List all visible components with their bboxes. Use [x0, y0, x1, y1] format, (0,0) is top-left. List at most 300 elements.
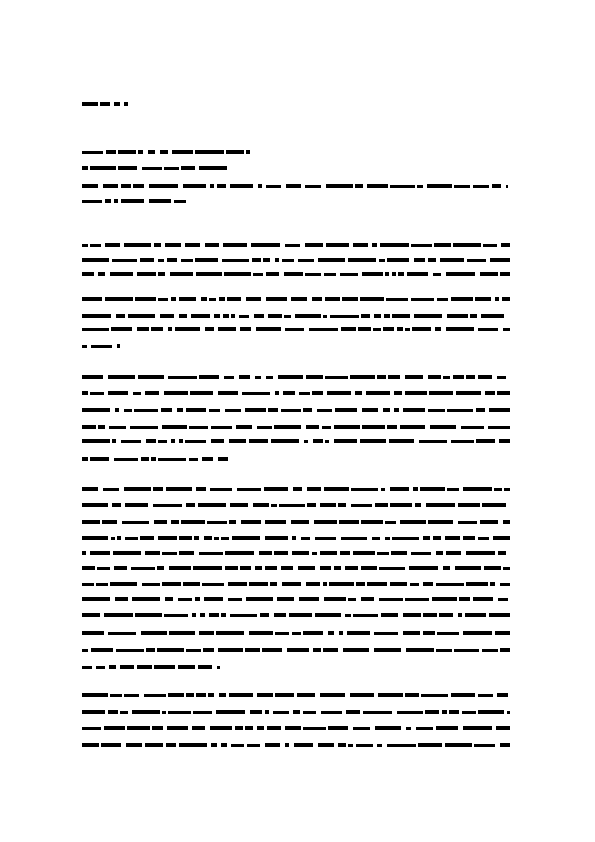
- text-fragment: [183, 184, 206, 188]
- text-fragment: [497, 693, 508, 697]
- text-fragment: [245, 648, 260, 652]
- text-fragment: [235, 726, 243, 730]
- text-fragment: [126, 743, 142, 747]
- text-fragment: [82, 583, 94, 586]
- text-fragment: [262, 648, 282, 652]
- text-fragment: [201, 297, 207, 301]
- text-fragment: [379, 598, 403, 601]
- text-fragment: [436, 583, 464, 586]
- text-fragment: [223, 243, 247, 247]
- text-fragment: [403, 631, 420, 635]
- text-fragment: [406, 648, 434, 652]
- text-fragment: [312, 297, 322, 301]
- text-fragment: [390, 487, 409, 491]
- text-fragment: [142, 583, 160, 586]
- text-fragment: [360, 297, 384, 301]
- text-fragment: [381, 613, 398, 617]
- text-fragment: [185, 243, 200, 247]
- text-fragment: [385, 272, 389, 276]
- text-line: [82, 503, 510, 507]
- text-fragment: [387, 425, 397, 429]
- text-fragment: [419, 440, 447, 443]
- text-fragment: [137, 327, 149, 331]
- text-fragment: [360, 439, 386, 443]
- text-fragment: [203, 648, 214, 652]
- text-fragment: [157, 566, 164, 570]
- text-fragment: [108, 710, 118, 714]
- text-fragment: [154, 520, 167, 524]
- text-fragment: [322, 426, 331, 429]
- text-fragment: [168, 376, 197, 379]
- text-fragment: [483, 244, 497, 247]
- text-fragment: [324, 487, 349, 491]
- text-fragment: [130, 426, 158, 429]
- text-fragment: [320, 551, 337, 555]
- text-fragment: [151, 327, 163, 331]
- text-fragment: [492, 184, 501, 188]
- text-fragment: [110, 582, 137, 586]
- text-line: [82, 726, 510, 730]
- text-line: [82, 487, 510, 491]
- text-fragment: [427, 184, 452, 188]
- text-fragment: [257, 426, 272, 429]
- text-fragment: [293, 710, 300, 714]
- text-fragment: [109, 665, 116, 669]
- text-fragment: [314, 520, 337, 524]
- text-fragment: [410, 583, 419, 586]
- text-fragment: [193, 711, 212, 714]
- text-fragment: [253, 273, 263, 276]
- text-fragment: [98, 425, 105, 429]
- text-fragment: [103, 488, 119, 491]
- text-fragment: [425, 710, 439, 714]
- text-fragment: [154, 665, 175, 669]
- text-fragment: [297, 693, 315, 697]
- text-fragment: [353, 243, 368, 247]
- text-fragment: [409, 566, 438, 570]
- text-fragment: [231, 744, 244, 747]
- text-fragment: [242, 392, 270, 395]
- text-fragment: [307, 503, 316, 507]
- text-fragment: [298, 566, 315, 570]
- text-fragment: [205, 327, 214, 331]
- text-line: [82, 344, 120, 348]
- text-fragment: [239, 315, 249, 318]
- text-fragment: [263, 258, 270, 262]
- text-fragment: [413, 487, 418, 491]
- text-fragment: [478, 537, 489, 540]
- text-fragment: [249, 439, 268, 443]
- text-fragment: [389, 439, 414, 443]
- text-fragment: [350, 375, 375, 379]
- text-fragment: [436, 551, 443, 555]
- text-fragment: [500, 648, 510, 652]
- text-fragment: [341, 537, 367, 540]
- text-fragment: [454, 649, 479, 652]
- text-fragment: [463, 487, 492, 491]
- text-fragment: [440, 258, 464, 262]
- text-fragment: [239, 375, 250, 379]
- text-fragment: [166, 487, 192, 491]
- text-fragment: [275, 632, 289, 635]
- text-fragment: [82, 503, 108, 507]
- text-fragment: [428, 520, 453, 524]
- text-fragment: [405, 391, 427, 395]
- text-fragment: [90, 166, 116, 170]
- text-fragment: [108, 632, 136, 635]
- text-fragment: [502, 297, 510, 301]
- text-fragment: [171, 439, 175, 443]
- text-fragment: [211, 743, 217, 747]
- text-fragment: [186, 408, 206, 412]
- text-fragment: [339, 520, 359, 524]
- text-fragment: [299, 392, 310, 395]
- text-fragment: [103, 184, 118, 188]
- text-fragment: [500, 583, 510, 586]
- text-fragment: [112, 259, 137, 262]
- text-fragment: [168, 711, 191, 714]
- text-fragment: [379, 259, 385, 262]
- text-fragment: [284, 315, 291, 318]
- text-fragment: [247, 744, 260, 747]
- text-fragment: [214, 314, 220, 318]
- text-fragment: [405, 328, 410, 331]
- text-fragment: [133, 392, 141, 395]
- text-fragment: [90, 551, 110, 555]
- text-fragment: [178, 598, 192, 601]
- text-fragment: [282, 582, 301, 586]
- text-fragment: [91, 648, 113, 652]
- text-fragment: [387, 744, 416, 747]
- text-fragment: [230, 503, 248, 507]
- text-fragment: [199, 552, 223, 555]
- text-fragment: [293, 487, 302, 491]
- text-fragment: [217, 666, 220, 669]
- text-fragment: [191, 314, 210, 318]
- text-fragment: [162, 425, 187, 429]
- text-fragment: [377, 375, 386, 379]
- text-fragment: [495, 631, 510, 635]
- text-fragment: [320, 693, 345, 697]
- text-fragment: [124, 694, 139, 697]
- text-fragment: [169, 566, 191, 570]
- text-fragment: [463, 536, 475, 540]
- text-fragment: [158, 272, 165, 276]
- text-fragment: [286, 184, 301, 188]
- text-fragment: [315, 537, 336, 540]
- text-fragment: [361, 314, 370, 318]
- text-fragment: [375, 503, 388, 507]
- text-fragment: [313, 648, 321, 652]
- text-fragment: [164, 391, 188, 395]
- text-fragment: [488, 426, 510, 429]
- text-fragment: [335, 408, 357, 412]
- text-fragment: [189, 458, 198, 461]
- text-fragment: [82, 297, 102, 301]
- text-fragment: [351, 488, 378, 491]
- text-fragment: [278, 375, 303, 379]
- text-fragment: [467, 259, 486, 262]
- text-fragment: [82, 439, 110, 443]
- text-fragment: [494, 488, 502, 491]
- text-fragment: [356, 582, 365, 586]
- text-fragment: [324, 273, 336, 276]
- text-fragment: [327, 391, 351, 395]
- text-fragment: [200, 613, 205, 617]
- text-fragment: [386, 298, 408, 301]
- text-fragment: [221, 613, 226, 617]
- text-fragment: [361, 520, 383, 524]
- text-fragment: [179, 314, 187, 318]
- text-fragment: [168, 693, 184, 697]
- text-fragment: [437, 632, 459, 635]
- text-fragment: [131, 567, 155, 570]
- text-fragment: [304, 440, 308, 443]
- text-line: [82, 439, 510, 443]
- text-fragment: [374, 648, 401, 652]
- text-fragment: [135, 613, 162, 617]
- text-fragment: [306, 425, 319, 429]
- text-fragment: [433, 536, 441, 540]
- text-fragment: [390, 582, 407, 586]
- text-fragment: [121, 199, 144, 203]
- text-fragment: [153, 504, 182, 507]
- text-fragment: [323, 648, 338, 652]
- text-fragment: [346, 710, 360, 714]
- text-fragment: [209, 298, 216, 301]
- text-fragment: [339, 631, 343, 635]
- text-fragment: [145, 743, 163, 747]
- text-fragment: [447, 409, 473, 412]
- text-fragment: [216, 631, 244, 635]
- text-fragment: [484, 566, 501, 570]
- text-fragment: [414, 314, 442, 318]
- text-fragment: [251, 243, 280, 247]
- text-fragment: [226, 150, 244, 154]
- text-fragment: [102, 520, 117, 524]
- text-fragment: [82, 375, 103, 379]
- text-fragment: [266, 272, 279, 276]
- text-fragment: [195, 150, 224, 154]
- text-fragment: [307, 487, 321, 491]
- text-fragment: [162, 552, 177, 555]
- text-fragment: [193, 566, 222, 570]
- text-fragment: [116, 649, 144, 652]
- text-fragment: [373, 328, 381, 331]
- text-fragment: [285, 244, 300, 247]
- text-line: [82, 258, 510, 262]
- text-fragment: [82, 184, 98, 188]
- text-fragment: [482, 503, 506, 507]
- text-fragment: [366, 391, 390, 395]
- text-fragment: [383, 408, 390, 412]
- text-fragment: [490, 582, 495, 586]
- text-fragment: [96, 666, 105, 669]
- text-fragment: [199, 631, 214, 635]
- text-fragment: [127, 726, 150, 730]
- text-fragment: [355, 184, 363, 188]
- text-fragment: [82, 345, 87, 348]
- text-fragment: [117, 536, 121, 540]
- text-fragment: [198, 665, 212, 669]
- text-line: [82, 199, 186, 203]
- text-fragment: [429, 391, 453, 395]
- text-fragment: [146, 648, 155, 652]
- text-fragment: [179, 439, 183, 443]
- text-fragment: [174, 200, 186, 203]
- text-fragment: [279, 504, 305, 507]
- text-fragment: [230, 614, 257, 617]
- text-fragment: [391, 551, 407, 555]
- text-fragment: [124, 487, 151, 491]
- text-line: [82, 408, 510, 412]
- text-fragment: [426, 503, 455, 507]
- text-fragment: [271, 504, 277, 507]
- text-fragment: [281, 409, 301, 412]
- text-fragment: [353, 727, 370, 730]
- text-fragment: [82, 272, 94, 276]
- text-fragment: [194, 536, 199, 540]
- text-fragment: [218, 327, 236, 331]
- text-fragment: [110, 694, 122, 697]
- text-fragment: [377, 744, 382, 747]
- text-fragment: [285, 743, 289, 747]
- text-fragment: [229, 520, 236, 524]
- text-fragment: [379, 567, 405, 570]
- text-fragment: [230, 184, 253, 188]
- text-fragment: [405, 693, 419, 697]
- text-fragment: [282, 259, 294, 262]
- text-fragment: [474, 744, 495, 747]
- text-fragment: [284, 272, 303, 276]
- text-fragment: [489, 613, 510, 617]
- text-fragment: [412, 327, 431, 331]
- text-fragment: [476, 439, 495, 443]
- text-fragment: [82, 328, 109, 331]
- text-fragment: [403, 613, 421, 617]
- text-fragment: [91, 345, 112, 348]
- text-fragment: [268, 408, 278, 412]
- text-fragment: [334, 425, 360, 429]
- text-fragment: [392, 272, 396, 276]
- text-fragment: [82, 727, 101, 730]
- text-fragment: [82, 487, 98, 491]
- text-fragment: [503, 328, 510, 331]
- text-fragment: [101, 743, 121, 747]
- text-fragment: [362, 408, 378, 412]
- text-fragment: [168, 327, 172, 331]
- text-fragment: [362, 425, 385, 429]
- text-fragment: [443, 566, 450, 570]
- text-fragment: [478, 710, 504, 714]
- text-fragment: [151, 457, 156, 461]
- text-fragment: [245, 726, 253, 730]
- text-fragment: [318, 258, 345, 262]
- text-fragment: [275, 693, 294, 697]
- text-fragment: [305, 243, 323, 247]
- text-fragment: [229, 693, 253, 697]
- text-fragment: [340, 551, 350, 555]
- text-fragment: [466, 375, 475, 379]
- text-line: [82, 297, 510, 301]
- text-fragment: [473, 185, 489, 188]
- text-fragment: [451, 297, 473, 301]
- text-line: [82, 166, 228, 170]
- text-fragment: [134, 409, 158, 412]
- text-fragment: [160, 150, 168, 154]
- text-line: [82, 184, 508, 188]
- text-fragment: [208, 693, 214, 697]
- text-fragment: [152, 726, 163, 730]
- text-fragment: [271, 439, 299, 443]
- text-fragment: [204, 597, 223, 601]
- text-fragment: [228, 582, 247, 586]
- text-fragment: [273, 711, 289, 714]
- text-fragment: [216, 710, 245, 714]
- text-fragment: [232, 536, 260, 540]
- text-fragment: [345, 566, 358, 570]
- text-fragment: [186, 649, 201, 652]
- text-fragment: [449, 710, 459, 714]
- text-fragment: [385, 521, 396, 524]
- text-fragment: [466, 551, 495, 555]
- text-fragment: [489, 408, 510, 412]
- text-fragment: [114, 458, 138, 461]
- text-fragment: [400, 520, 426, 524]
- text-fragment: [446, 272, 475, 276]
- text-fragment: [481, 314, 504, 318]
- text-fragment: [421, 694, 448, 697]
- text-fragment: [392, 314, 410, 318]
- text-fragment: [132, 597, 160, 601]
- text-fragment: [498, 551, 506, 555]
- text-fragment: [503, 520, 510, 524]
- text-fragment: [265, 743, 280, 747]
- text-fragment: [82, 693, 108, 697]
- text-fragment: [106, 150, 116, 154]
- text-fragment: [167, 726, 188, 730]
- text-fragment: [378, 693, 403, 697]
- text-fragment: [186, 503, 195, 507]
- text-fragment: [445, 536, 460, 540]
- text-fragment: [325, 376, 348, 379]
- text-line: [82, 648, 510, 652]
- text-fragment: [495, 297, 499, 301]
- text-fragment: [138, 375, 164, 379]
- text-fragment: [485, 391, 495, 395]
- text-fragment: [167, 258, 177, 262]
- text-fragment: [348, 598, 356, 601]
- text-fragment: [138, 150, 143, 154]
- text-fragment: [292, 632, 301, 635]
- text-fragment: [291, 520, 309, 524]
- text-fragment: [436, 726, 458, 730]
- text-fragment: [137, 272, 156, 276]
- text-fragment: [274, 613, 286, 617]
- text-fragment: [260, 613, 269, 617]
- text-fragment: [291, 297, 307, 301]
- text-fragment: [265, 536, 288, 540]
- text-fragment: [118, 150, 136, 154]
- text-fragment: [454, 185, 470, 188]
- text-fragment: [82, 520, 100, 524]
- text-fragment: [277, 597, 294, 601]
- text-fragment: [458, 521, 477, 524]
- text-fragment: [397, 711, 423, 714]
- text-line: [82, 327, 510, 331]
- text-fragment: [116, 314, 125, 318]
- text-fragment: [181, 259, 193, 262]
